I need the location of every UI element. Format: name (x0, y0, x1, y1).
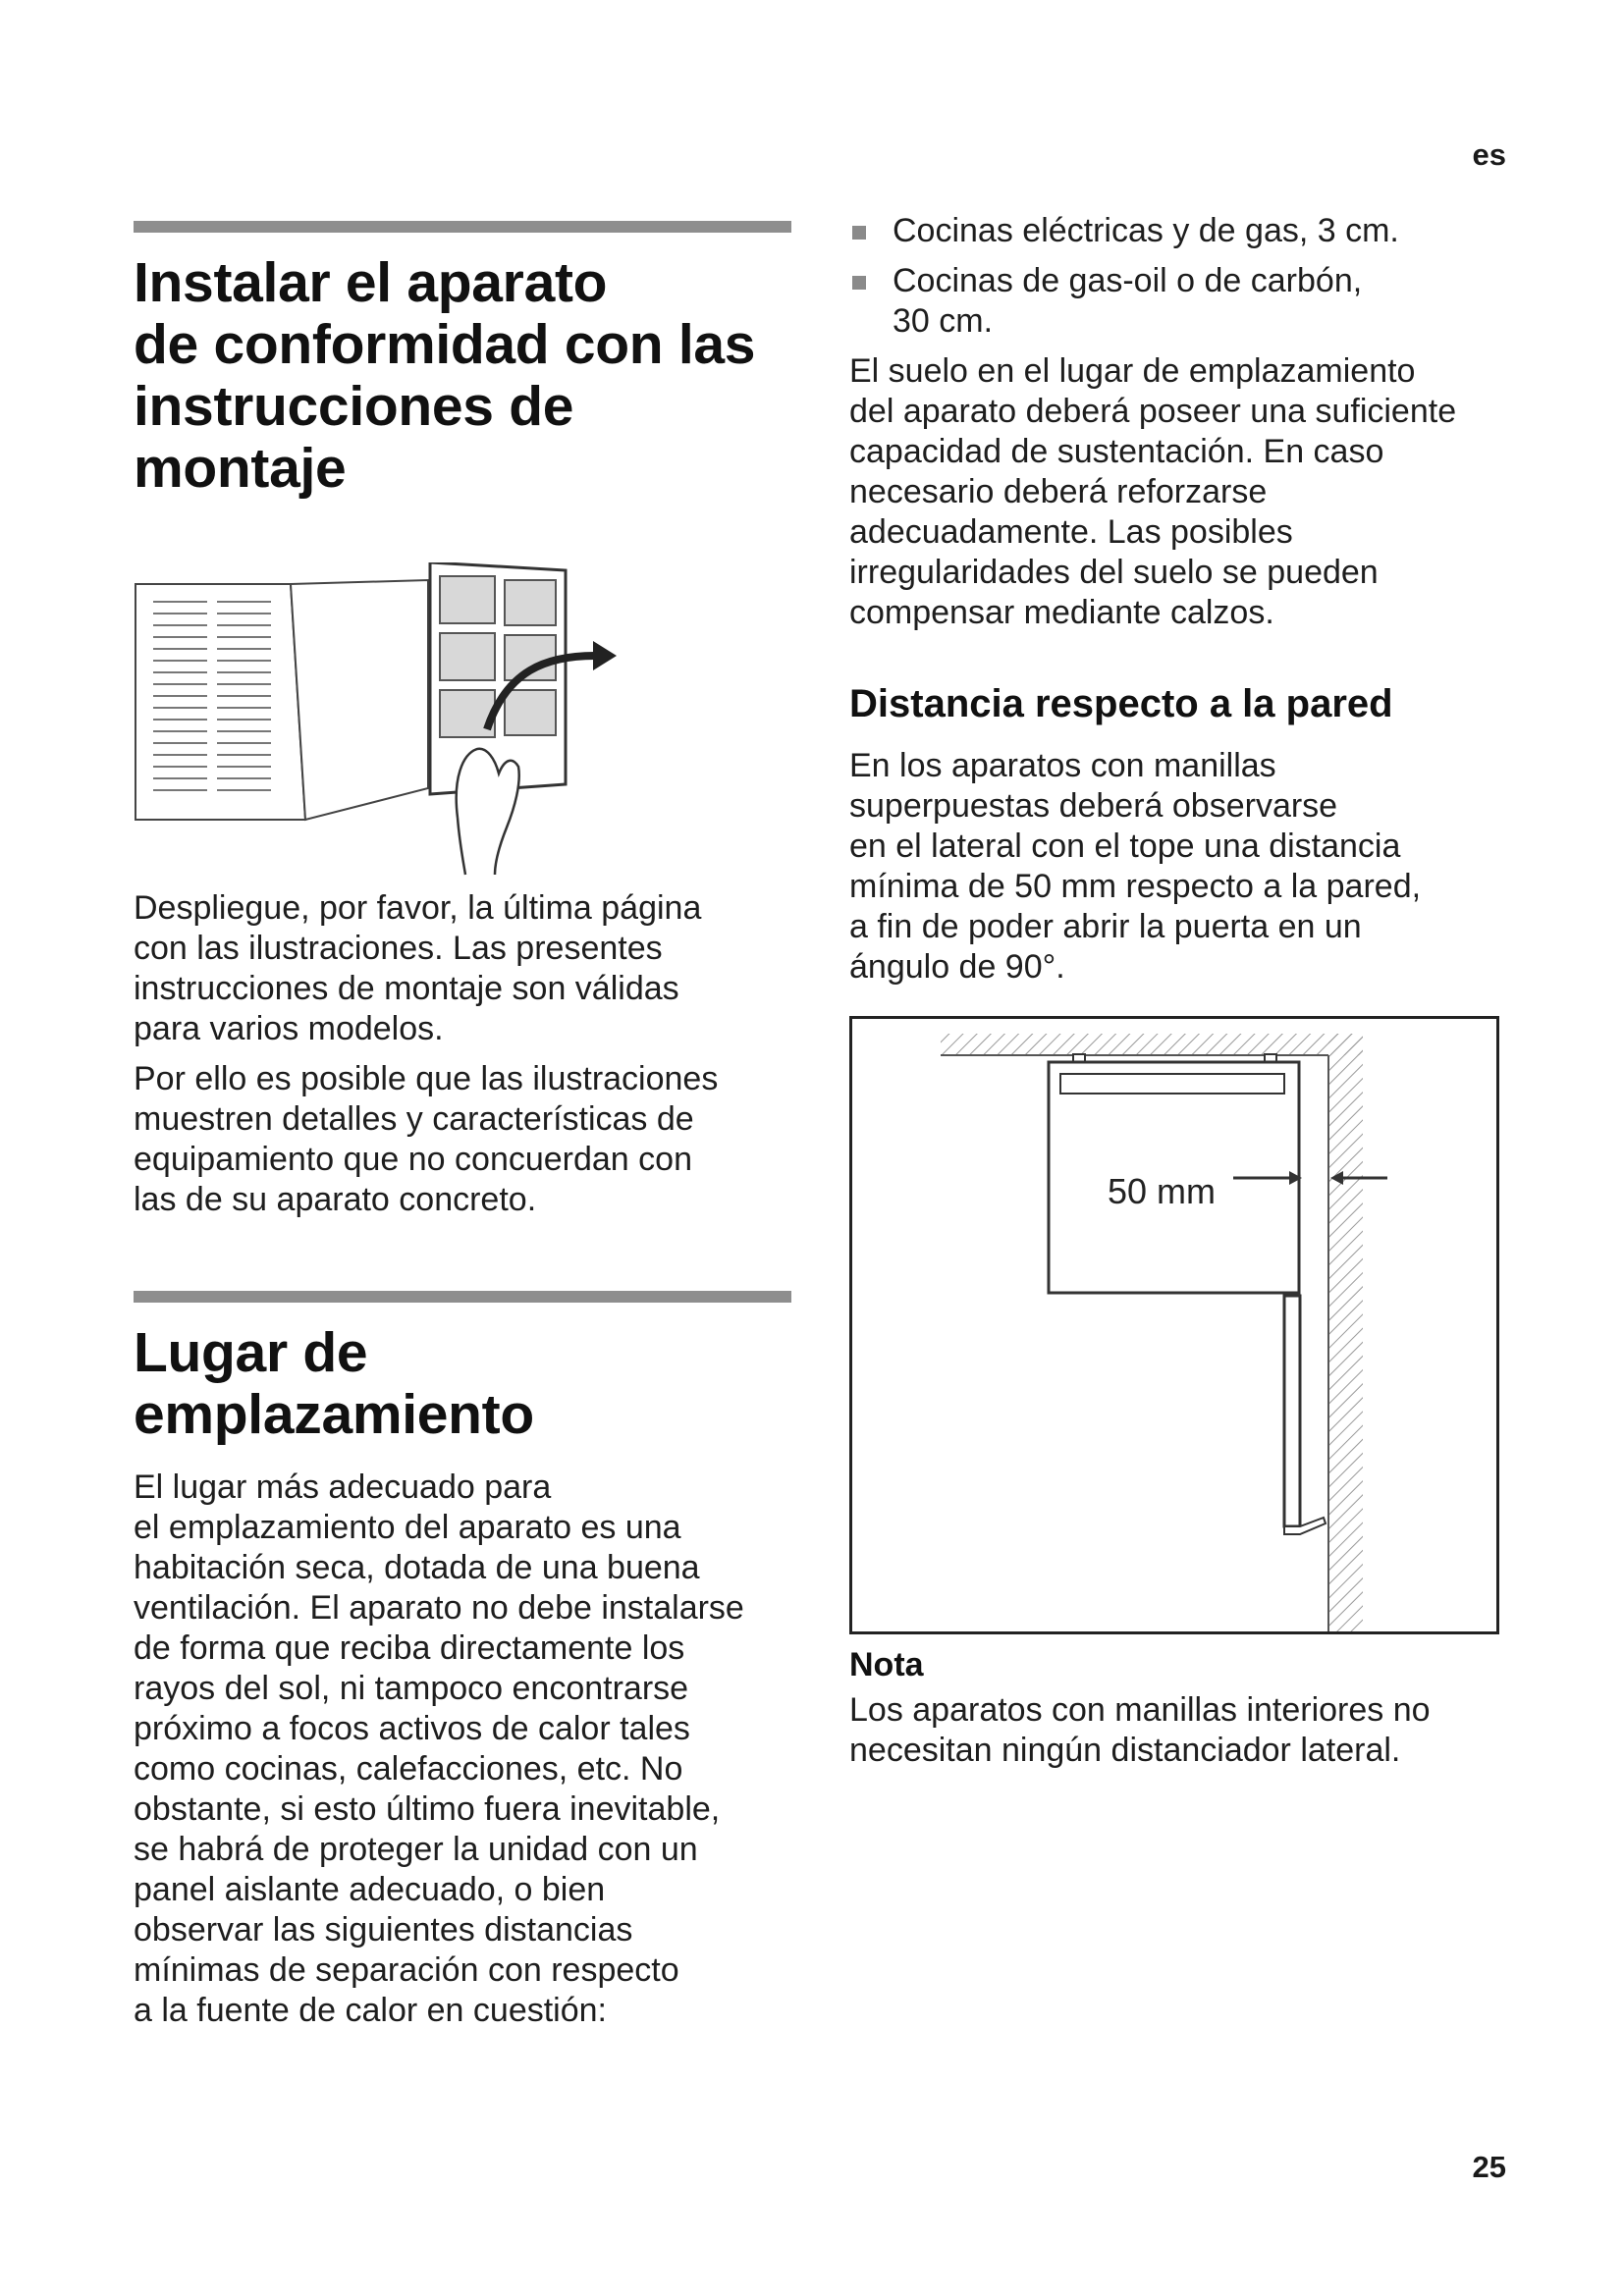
wall-distance-heading: Distancia respecto a la pared (849, 682, 1393, 725)
distance-label: 50 mm (1108, 1171, 1217, 1211)
section-rule (134, 1291, 791, 1303)
note-heading: Nota (849, 1646, 924, 1683)
right-column (849, 211, 1517, 1769)
fold-out-paragraph: Despliegue, por favor, la última página con las ilustraciones. Las presentes instrucciones de montaje son válidas para varios modelos. (134, 889, 702, 1047)
section-title-install: Instalar el aparato de conformidad con las instrucciones de montaje (134, 251, 756, 500)
location-paragraph: El lugar más adecuado para el emplazamiento del aparato es una habitación seca, dotada de una buena ventilación. El aparato no debe instalarse de forma que reciba directamente los rayos del sol, ni tampoco encontrarse próximo a focos activos de calor tales como cocinas, calefacciones, etc. No obstante, si esto último fuera inevitable, se habrá de proteger la unidad con un panel aislante adecuado, o bien observar las siguientes distancias mínimas de separación con respecto a la fuente de calor en cuestión: (134, 1468, 744, 2029)
left-column (134, 221, 791, 2029)
wall-distance-drawing (852, 1019, 1496, 1631)
page-number: 25 (1472, 2150, 1506, 2184)
floor-paragraph: El suelo en el lugar de emplazamiento del aparato deberá poseer una suficiente capacidad de sustentación. En caso necesario deberá reforzarse adecuadamente. Las posibles irregularidades del suelo se pueden compensar mediante calzos. (849, 352, 1457, 631)
list-item: Cocinas eléctricas y de gas, 3 cm. (849, 211, 1517, 251)
section-rule (134, 221, 791, 233)
bullet-square-icon (852, 276, 866, 290)
language-code: es (1472, 137, 1506, 172)
fold-out-page-illustration (134, 562, 624, 877)
heat-source-distance-list (849, 211, 1517, 342)
illustration-disclaimer-paragraph: Por ello es posible que las ilustraciones muestren detalles y características de equipamiento que no concuerdan con las de su aparato concreto. (134, 1060, 719, 1218)
bullet-square-icon (852, 226, 866, 240)
note-paragraph: Los aparatos con manillas interiores no necesitan ningún distanciador lateral. (849, 1691, 1431, 1769)
wall-distance-paragraph: En los aparatos con manillas superpuestas deberá observarse en el lateral con el tope una distancia mínima de 50 mm respecto a la pared, a fin de poder abrir la puerta en un ángulo de 90°. (849, 747, 1422, 986)
list-item: Cocinas de gas-oil o de carbón, 30 cm. (849, 261, 1517, 342)
section-title-location: Lugar de emplazamiento (134, 1321, 534, 1446)
wall-distance-diagram (849, 1016, 1499, 1634)
